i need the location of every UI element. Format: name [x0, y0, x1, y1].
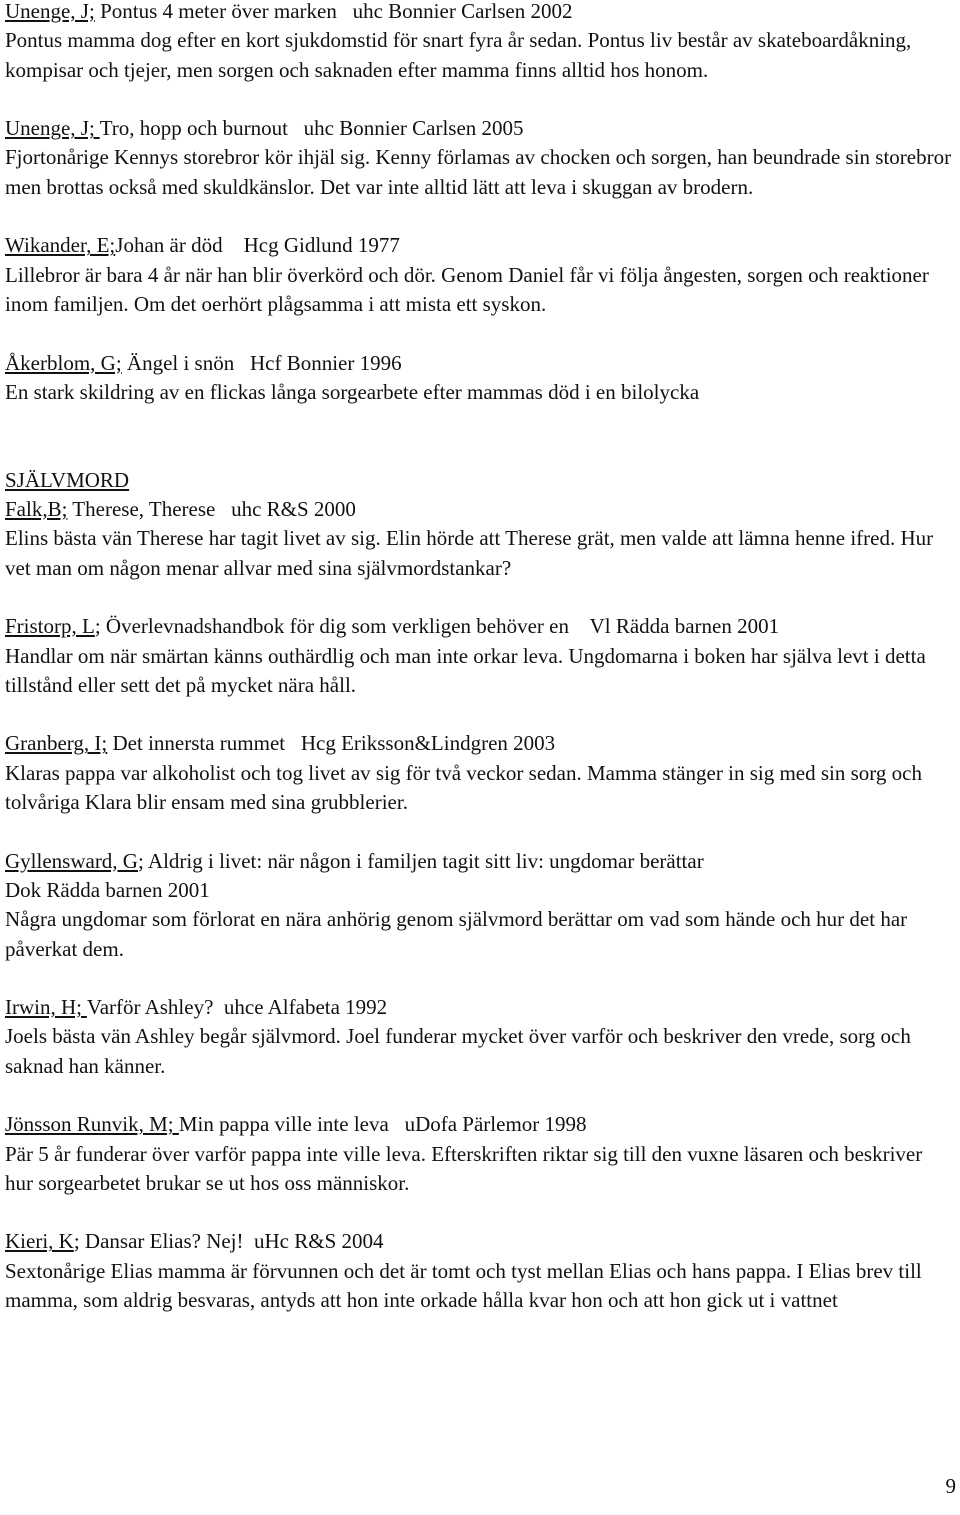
entry-description: En stark skildring av en flickas långa sorgearbete efter mammas död i en bilolycka	[5, 379, 700, 404]
entry-title-publisher: Pontus 4 meter över marken uhc Bonnier Carlsen 2002	[94, 0, 573, 23]
entry-title-publisher: Ängel i snön Hcf Bonnier 1996	[121, 350, 402, 375]
book-entry	[5, 495, 955, 583]
entry-description: Lillebror är bara 4 år när han blir överkörd och dör. Genom Daniel får vi följa ångesten, sorgen och reaktioner inom familjen. Om det oerhört plågsamma i att mista ett syskon.	[5, 262, 929, 316]
entry-author: Falk,B;	[5, 497, 68, 522]
entry-citation	[5, 729, 955, 758]
entry-author: Jönsson Runvik, M;	[5, 1112, 179, 1137]
entry-title-publisher: Varför Ashley? uhce Alfabeta 1992	[86, 995, 388, 1020]
entry-citation	[5, 612, 955, 641]
entry-author: Wikander, E;	[5, 233, 116, 258]
entry-description: Handlar om när smärtan känns outhärdlig och man inte orkar leva. Ungdomarna i boken har själva levt i detta tillstånd eller sett det på mycket nära håll.	[5, 643, 926, 697]
book-entry	[5, 231, 955, 319]
entry-description: Några ungdomar som förlorat en nära anhörig genom självmord berättar om vad som hände och hur det har påverkat dem.	[5, 907, 908, 961]
entry-description: Sextonårige Elias mamma är förvunnen och det är tomt och tyst mellan Elias och hans pappa. I Elias brev till mamma, som aldrig besvaras, antyds att hon inte orkade hålla kvar hon och att hon gick ut i vattnet	[5, 1258, 922, 1313]
entry-author: Granberg, I;	[5, 731, 108, 756]
book-entry	[5, 0, 955, 85]
entry-title-publisher: Johan är död Hcg Gidlund 1977	[115, 233, 400, 258]
entry-description: Joels bästa vän Ashley begår självmord. Joel funderar mycket över varför och beskriver den vrede, sorg och saknad han känner.	[5, 1024, 911, 1078]
book-entry	[5, 114, 955, 202]
entry-citation	[5, 1110, 955, 1139]
section-heading: SJÄLVMORD	[5, 467, 130, 492]
entry-title-publisher: ; Överlevnadshandbok för dig som verkligen behöver en Vl Rädda barnen 2001	[94, 614, 780, 639]
entry-title-publisher: Tro, hopp och burnout uhc Bonnier Carlsen 2005	[99, 116, 524, 141]
entry-citation	[5, 231, 955, 260]
entry-author: Gyllensward, G	[5, 848, 138, 873]
entry-citation	[5, 495, 955, 524]
entry-description: Pär 5 år funderar över varför pappa inte ville leva. Efterskriften riktar sig till den vuxne läsaren och beskriver hur sorgearbetet brukar se ut hos oss människor.	[5, 1141, 923, 1195]
entry-title-publisher: Det innersta rummet Hcg Eriksson&Lindgren 2003	[107, 731, 556, 756]
entry-publisher-line: Dok Rädda barnen 2001	[5, 877, 210, 902]
book-entry	[5, 349, 955, 408]
page-number: 9	[945, 1474, 956, 1498]
entry-citation	[5, 0, 955, 26]
book-entry	[5, 729, 955, 817]
book-entry	[5, 612, 955, 700]
entry-title-publisher: Min pappa ville inte leva uDofa Pärlemor 1998	[178, 1112, 587, 1137]
entry-description: Klaras pappa var alkoholist och tog livet av sig för två veckor sedan. Mamma stänger in sig med sin sorg och tolvåriga Klara blir ensam med sina grubblerier.	[5, 760, 922, 815]
entry-citation	[5, 349, 955, 378]
entry-citation	[5, 1227, 955, 1256]
book-entry	[5, 847, 955, 964]
entry-citation	[5, 114, 955, 143]
entry-author: Fristorp, L	[5, 614, 95, 639]
entry-citation	[5, 993, 955, 1022]
entry-author: Unenge, J;	[5, 0, 95, 23]
entry-citation	[5, 847, 955, 876]
entry-description: Fjortonårige Kennys storebror kör ihjäl sig. Kenny förlamas av chocken och sorgen, han beundrade sin storebror men brottas också med skuldkänslor. Det var inte alltid lätt att leva i skuggan av brodern.	[5, 145, 952, 199]
entry-description: Pontus mamma dog efter en kort sjukdomstid för snart fyra år sedan. Pontus liv består av skateboardåkning, kompisar och tjejer, men sorgen och saknaden efter mamma finns alltid hos honom.	[5, 28, 912, 82]
entry-title-publisher: Therese, Therese uhc R&S 2000	[67, 497, 356, 522]
entry-title-publisher: ; Dansar Elias? Nej! uHc R&S 2004	[73, 1229, 384, 1254]
entry-author: Kieri, K	[5, 1229, 74, 1254]
book-entry	[5, 1227, 955, 1315]
book-entry	[5, 1110, 955, 1198]
entry-author: Irwin, H;	[5, 995, 87, 1020]
entry-author: Åkerblom, G;	[5, 350, 122, 375]
entry-description: Elins bästa vän Therese har tagit livet av sig. Elin hörde att Therese grät, men valde att lämna henne ifred. Hur vet man om någon menar allvar med sina självmordstankar?	[5, 526, 934, 580]
entry-author: Unenge, J;	[5, 116, 100, 141]
entry-title-publisher: ; Aldrig i livet: när någon i familjen tagit sitt liv: ungdomar berättar	[137, 848, 704, 873]
document-page	[5, 0, 955, 1345]
book-entry	[5, 993, 955, 1081]
